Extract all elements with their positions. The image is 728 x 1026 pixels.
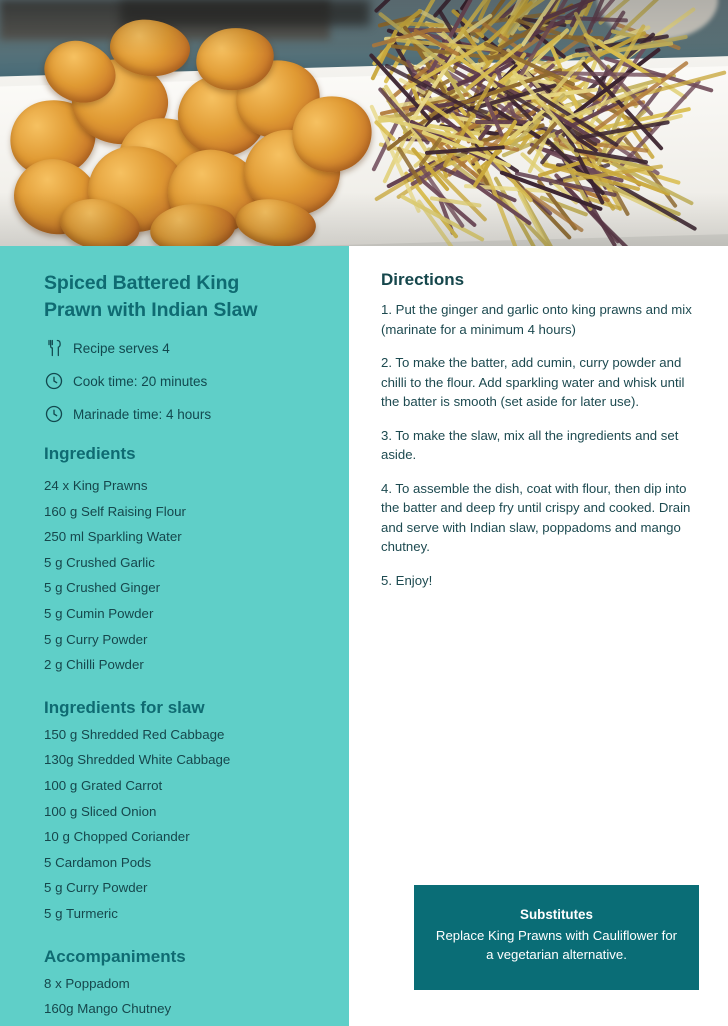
direction-step: 1. Put the ginger and garlic onto king prawns and mix (marinate for a minimum 4 hours) — [381, 302, 692, 337]
ingredients-panel — [0, 246, 349, 1026]
slaw-ingredients-list — [44, 722, 327, 927]
substitutes-text: Replace King Prawns with Cauliflower for a vegetarian alternative. — [435, 928, 678, 962]
list-item: 5 g Crushed Garlic — [44, 554, 155, 570]
direction-step: 4. To assemble the dish, coat with flour, then dip into the batter and deep fry until crispy and cooked. Drain and serve with Indian slaw, poppadoms and mango chutney. — [381, 480, 691, 554]
substitutes-title: Substitutes — [520, 907, 593, 922]
list-item: 5 g Crushed Ginger — [44, 580, 161, 596]
ingredients-list — [44, 473, 327, 678]
list-item: 160 g Self Raising Flour — [44, 503, 186, 519]
list-item: 100 g Grated Carrot — [44, 777, 163, 793]
clock-icon — [44, 404, 64, 424]
section-heading-ingredients: Ingredients — [44, 444, 136, 463]
hero-food-photo — [0, 0, 728, 246]
page-title: Spiced Battered King Prawn with Indian Slaw — [44, 272, 258, 321]
meta-serves — [44, 338, 327, 358]
list-item: 160g Mango Chutney — [44, 1001, 172, 1017]
direction-step: 3. To make the slaw, mix all the ingredients and set aside. — [381, 427, 679, 462]
section-heading-directions: Directions — [381, 270, 465, 289]
directions-panel — [349, 246, 728, 1026]
recipe-body — [0, 246, 728, 1026]
cutlery-icon — [44, 338, 64, 358]
list-item: 2 g Chilli Powder — [44, 657, 144, 673]
list-item: 5 g Turmeric — [44, 905, 118, 921]
list-item: 5 g Curry Powder — [44, 631, 148, 647]
section-heading-accompaniments: Accompaniments — [44, 946, 186, 966]
meta-cook-time-label: Cook time: 20 minutes — [73, 373, 208, 389]
meta-serves-label: Recipe serves 4 — [73, 340, 170, 356]
meta-cook-time — [44, 371, 327, 391]
direction-step: 2. To make the batter, add cumin, curry powder and chilli to the flour. Add sparkling water and whisk until the batter is smooth (set aside for later use). — [381, 355, 685, 409]
list-item: 8 x Poppadom — [44, 975, 130, 991]
section-heading-slaw: Ingredients for slaw — [44, 697, 205, 717]
list-item: 24 x King Prawns — [44, 478, 148, 493]
list-item: 150 g Shredded Red Cabbage — [44, 726, 225, 742]
list-item: 10 g Chopped Coriander — [44, 829, 190, 845]
list-item: 100 g Sliced Onion — [44, 803, 157, 819]
directions-steps — [381, 300, 700, 590]
accompaniments-list — [44, 971, 327, 1022]
substitutes-callout — [414, 885, 699, 990]
hero-vignette — [0, 0, 728, 246]
direction-step: 5. Enjoy! — [381, 572, 433, 588]
list-item: 250 ml Sparkling Water — [44, 529, 182, 545]
meta-marinade-time-label: Marinade time: 4 hours — [73, 406, 212, 422]
list-item: 130g Shredded White Cabbage — [44, 752, 231, 768]
list-item: 5 g Cumin Powder — [44, 605, 154, 621]
clock-icon — [44, 371, 64, 391]
list-item: 5 g Curry Powder — [44, 880, 148, 896]
meta-marinade-time — [44, 404, 327, 424]
list-item: 5 Cardamon Pods — [44, 854, 152, 870]
